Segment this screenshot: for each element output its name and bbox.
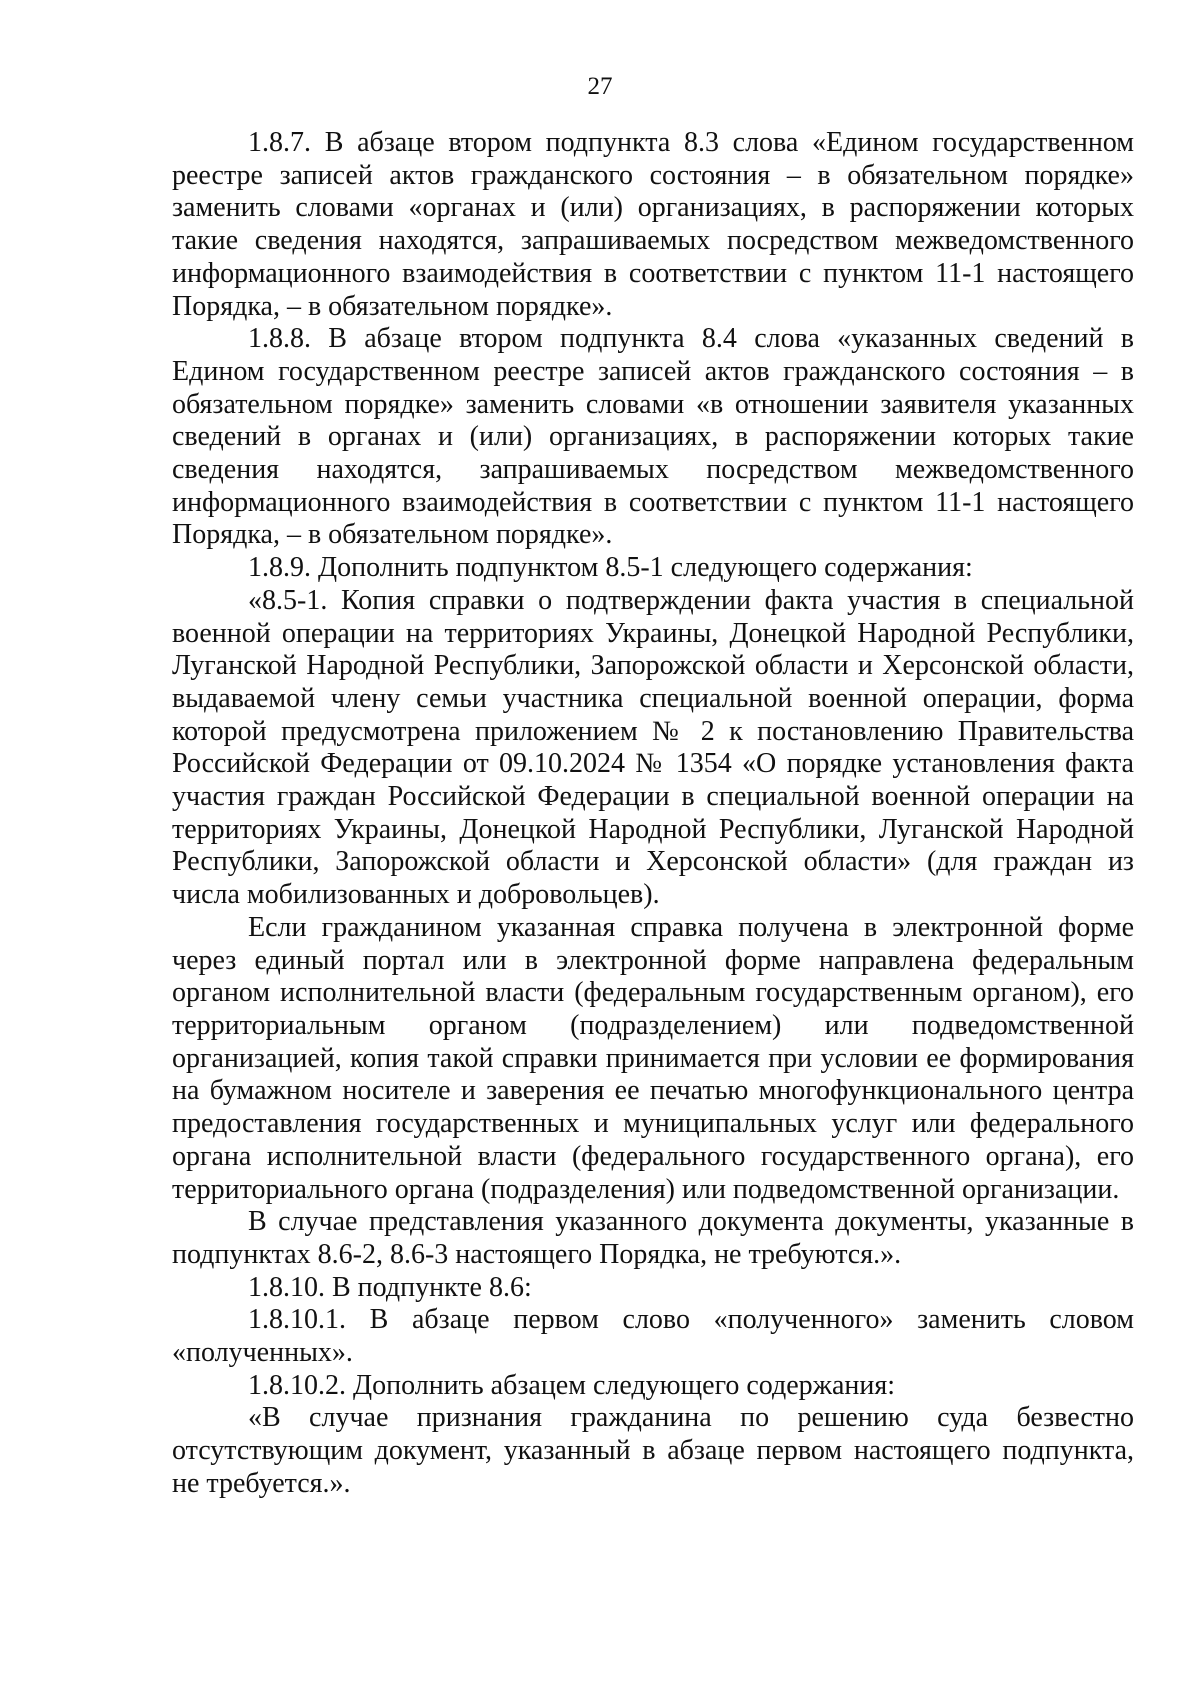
- document-body: [172, 127, 1134, 1501]
- paragraph-1-8-10-2: 1.8.10.2. Дополнить абзацем следующего содержания:: [248, 1369, 896, 1401]
- paragraph-1-8-10-1: 1.8.10.1. В абзаце первом слово «полученного» заменить словом «полученных».: [172, 1304, 1134, 1369]
- paragraph-missing-person: «В случае признания гражданина по решению суда безвестно отсутствующим документ, указанный в абзаце первом настоящего подпункта, не требуется.».: [172, 1402, 1134, 1499]
- paragraph-1-8-9: 1.8.9. Дополнить подпунктом 8.5-1 следующего содержания:: [248, 552, 973, 584]
- paragraph-1-8-7: 1.8.7. В абзаце втором подпункта 8.3 слова «Едином государственном реестре записей актов гражданского состояния – в обязательном порядке» заменить словами «органах и (или) организациях, в распоряжении которых такие сведения находятся, запрашиваемых посредством межведомственного информационного взаимодействия в соответствии с пунктом 11-1 настоящего Порядка, – в обязательном порядке».: [172, 127, 1134, 322]
- paragraph-electronic-form: Если гражданином указанная справка получена в электронной форме через единый портал или в электронной форме направлена федеральным органом исполнительной власти (федеральным государственным органом), его территориальным органом (подразделением) или подведомственной организацией, копия такой справки принимается при условии ее формирования на бумажном носителе и заверения ее печатью многофункционального центра предоставления государственных и муниципальных услуг или федерального органа исполнительной власти (федерального государственного органа), его территориального органа (подразделения) или подведомственной организации.: [172, 911, 1134, 1205]
- paragraph-1-8-10: 1.8.10. В подпункте 8.6:: [248, 1271, 532, 1303]
- paragraph-8-5-1: «8.5-1. Копия справки о подтверждении факта участия в специальной военной операции на территориях Украины, Донецкой Народной Республики, Луганской Народной Республики, Запорожской области и Херсонской области, выдаваемой члену семьи участника специальной военной операции, форма которой предусмотрена приложением № 2 к постановлению Правительства Российской Федерации от 09.10.2024 № 1354 «О порядке установления факта участия граждан Российской Федерации в специальной военной операции на территориях Украины, Донецкой Народной Республики, Луганской Народной Республики, Запорожской области и Херсонской области» (для граждан из числа мобилизованных и добровольцев).: [172, 584, 1134, 911]
- page-number: 27: [587, 73, 613, 100]
- paragraph-documents-not-required: В случае представления указанного документа документы, указанные в подпунктах 8.6-2, 8.6-3 настоящего Порядка, не требуются.».: [172, 1206, 1134, 1270]
- paragraph-1-8-8: 1.8.8. В абзаце втором подпункта 8.4 слова «указанных сведений в Едином государственном реестре записей актов гражданского состояния – в обязательном порядке» заменить словами «в отношении заявителя указанных сведений в органах и (или) организациях, в распоряжении которых такие сведения находятся, запрашиваемых посредством межведомственного информационного взаимодействия в соответствии с пунктом 11-1 настоящего Порядка, – в обязательном порядке».: [172, 323, 1134, 551]
